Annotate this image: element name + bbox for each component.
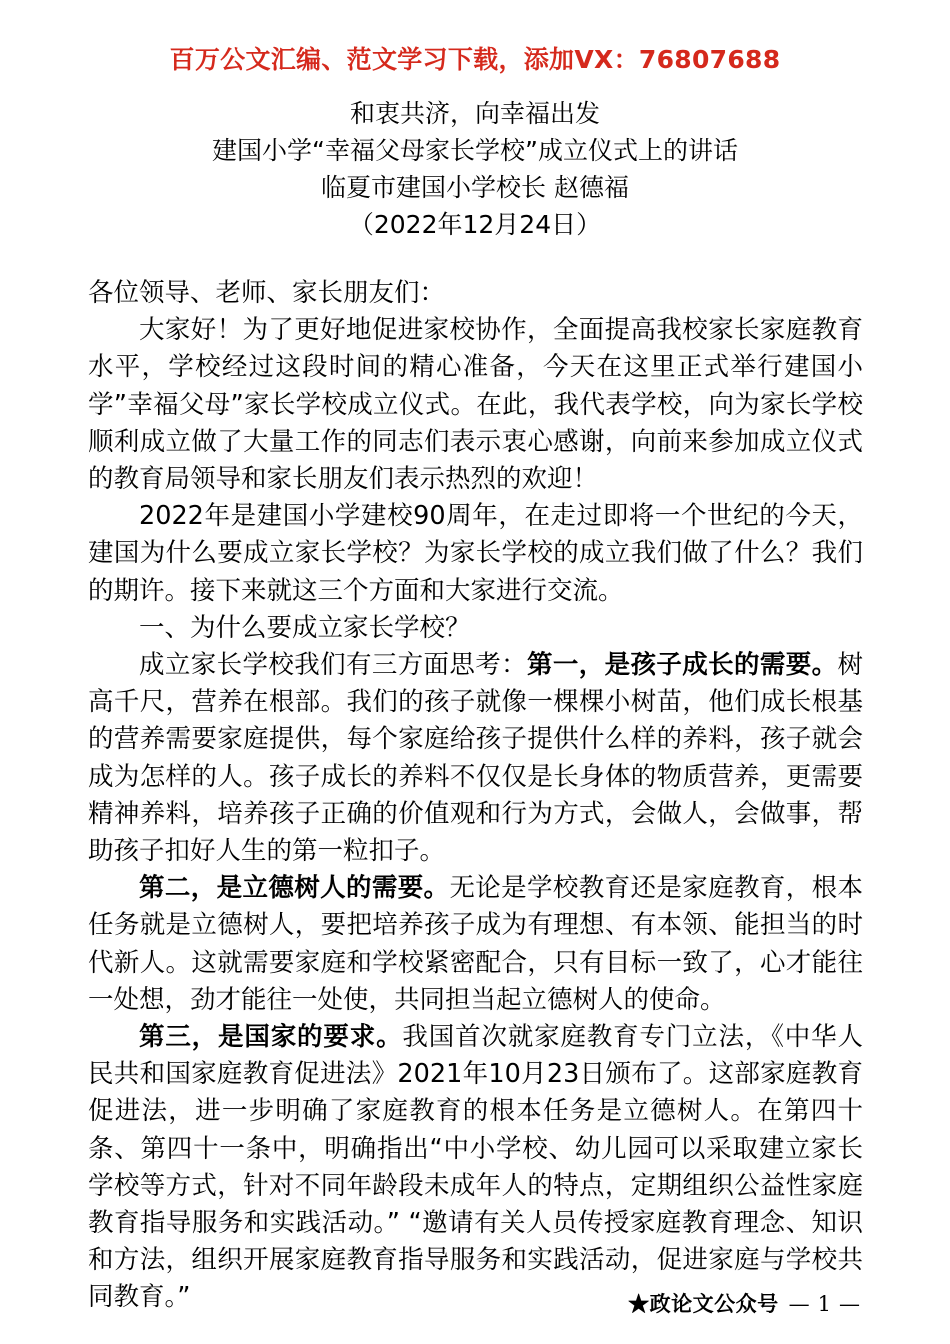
title-line-2: 建国小学“幸福父母家长学校”成立仪式上的讲话 <box>212 136 738 165</box>
footer-star-icon: ★ <box>628 1291 650 1316</box>
footer-brand-label: 政论文公众号 <box>649 1291 779 1316</box>
paragraph-anniversary: 2022年是建国小学建校90周年，在走过即将一个世纪的今天，建国为什么要成立家长学校？为家长学校的成立我们做了什么？我们的期许。接下来就这三个方面和大家进行交流。 <box>88 501 863 606</box>
section-heading-one: 一、为什么要成立家长学校？ <box>139 612 471 643</box>
title-line-1: 和衷共济，向幸福出发 <box>349 99 600 128</box>
footer-dash-left: — <box>788 1292 812 1316</box>
footer-dash-right: — <box>839 1292 862 1316</box>
title-line-3: 临夏市建国小学校长 赵德福 <box>321 173 629 202</box>
reason-first-text: 树高千尺，营养在根部。我们的孩子就像一棵棵小树苗，他们成长根基的营养需要家庭提供，每个家庭给孩子提供什么样的养料，孩子就会成为怎样的人。孩子成长的养料不仅仅是长身体的物质营养，更需要精神养料，培养孩子正确的价值观和行为方式，会做人，会做事，帮助孩子扣好人生的第一粒扣子。 <box>88 650 863 867</box>
reason-first-label: 第一，是孩子成长的需要。 <box>527 650 838 681</box>
document-body <box>88 275 863 1317</box>
title-line-4: （2022年12月24日） <box>348 210 602 239</box>
reason-third-text: 我国首次就家庭教育专门立法，《中华人民共和国家庭教育促进法》2021年10月23日颁布了。这部家庭教育促进法，进一步明确了家庭教育的根本任务是立德树人。在第四十条、第四十一条中，明确指出“中小学校、幼儿园可以采取建立家长学校等方式，针对不同年龄段未成年人的特点，定期组织公益性家庭教育指导服务和实践活动。” “邀请有关人员传授家庭教育理念、知识和方法，组织开展家庭教育指导服务和实践活动，促进家庭与学校共同教育。” <box>88 1022 863 1313</box>
reason-second-label: 第二，是立德树人的需要。 <box>139 873 450 904</box>
paragraph-greeting: 大家好！为了更好地促进家校协作，全面提高我校家长家庭教育水平，学校经过这段时间的精心准备，今天在这里正式举行建国小学”幸福父母”家长学校成立仪式。在此，我代表学校，向为家长学校顺利成立做了大量工作的同志们表示衷心感谢，向前来参加成立仪式的教育局领导和家长朋友们表示热烈的欢迎！ <box>88 315 863 495</box>
title-block <box>0 95 950 243</box>
salutation-paragraph: 各位领导、老师、家长朋友们： <box>88 278 446 308</box>
page-footer <box>0 1288 950 1318</box>
paragraph-reason-third <box>88 1019 863 1317</box>
reason-first-lead: 成立家长学校我们有三方面思考： <box>139 650 528 681</box>
reason-second-text: 无论是学校教育还是家庭教育，根本任务就是立德树人，要把培养孩子成为有理想、有本领、能担当的时代新人。这就需要家庭和学校紧密配合，只有目标一致了，心才能往一处想，劲才能往一处使，共同担当起立德树人的使命。 <box>88 873 863 1015</box>
reason-third-label: 第三，是国家的要求。 <box>139 1022 403 1053</box>
page-number: 1 <box>817 1292 833 1316</box>
paragraph-reason-second <box>88 870 863 1019</box>
promo-banner-text: 百万公文汇编、范文学习下载，添加VX：76807688 <box>169 45 781 74</box>
paragraph-reason-first <box>88 647 863 870</box>
